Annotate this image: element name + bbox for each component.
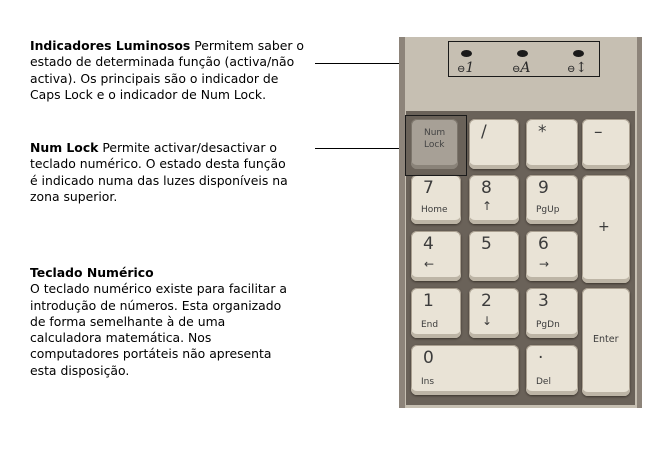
key-5[interactable] — [469, 231, 519, 281]
key-label: 8 — [481, 178, 492, 198]
key-7-home[interactable] — [411, 175, 461, 224]
num-lock-indicator-label: ⊖1 — [457, 60, 475, 76]
multiply-key[interactable] — [526, 119, 578, 169]
key-label: 0 — [423, 348, 434, 368]
indicator-lights-highlight — [448, 41, 600, 77]
arrow-right-icon: → — [539, 257, 550, 271]
key-label: Num — [424, 128, 446, 138]
key-label: Enter — [593, 334, 619, 345]
divide-key[interactable] — [469, 119, 519, 169]
key-label: + — [598, 219, 610, 235]
scroll-lock-indicator-label: ⊖↕ — [567, 60, 588, 76]
teclado-numerico-description — [30, 265, 305, 379]
key-decimal-del[interactable] — [526, 345, 578, 395]
subtract-key[interactable] — [582, 119, 630, 169]
key-label: 7 — [423, 178, 434, 198]
section-body-line: é indicado numa das luzes disponíveis na — [30, 172, 288, 188]
section-body: Permite activar/desactivar o — [102, 140, 277, 155]
key-sublabel: PgUp — [536, 205, 560, 215]
key-label: . — [538, 343, 544, 363]
section-body-line: computadores portáteis não apresenta — [30, 346, 272, 362]
section-body-line: teclado numérico. O estado desta função — [30, 156, 286, 172]
arrow-left-icon: ← — [424, 257, 435, 271]
key-label: – — [594, 122, 603, 142]
key-6-right[interactable] — [526, 231, 578, 281]
section-body-line: Caps Lock e o indicador de Num Lock. — [30, 86, 267, 102]
section-title: Teclado Numérico — [30, 265, 154, 280]
key-3-pgdn[interactable] — [526, 288, 578, 338]
section-body-line: calculadora matemática. Nos — [30, 330, 212, 346]
key-label: 1 — [423, 291, 434, 311]
key-label: 4 — [423, 234, 434, 254]
section-body-line: estado de determinada função (activa/não — [30, 54, 295, 70]
indicadores-luminosos-description — [30, 38, 305, 103]
key-9-pgup[interactable] — [526, 175, 578, 224]
add-key[interactable] — [582, 175, 630, 283]
scroll-lock-led-icon — [573, 50, 584, 57]
key-2-down[interactable] — [469, 288, 519, 338]
key-sublabel: Home — [421, 205, 448, 215]
section-title: Num Lock — [30, 140, 99, 155]
arrow-down-icon: ↓ — [482, 314, 493, 328]
key-0-ins[interactable] — [411, 345, 519, 395]
key-8-up[interactable] — [469, 175, 519, 224]
section-body-line: O teclado numérico existe para facilitar a — [30, 281, 287, 297]
key-label: / — [481, 122, 487, 142]
key-sublabel: Ins — [421, 377, 435, 387]
key-label: Lock — [424, 140, 445, 150]
section-body-line: introdução de números. Esta organizado — [30, 297, 282, 313]
section-body-line: de forma semelhante à de uma — [30, 313, 226, 329]
enter-key[interactable] — [582, 288, 630, 396]
section-body-line: esta disposição. — [30, 362, 130, 378]
key-1-end[interactable] — [411, 288, 461, 338]
num-lock-description — [30, 140, 305, 205]
key-label: 5 — [481, 234, 492, 254]
caps-lock-indicator-label: ⊖A — [512, 60, 531, 76]
section-title: Indicadores Luminosos — [30, 38, 191, 53]
key-sublabel: Del — [536, 377, 551, 387]
numeric-keypad-photo — [399, 37, 642, 408]
num-lock-highlight — [405, 115, 467, 176]
numlock-leader-line — [315, 148, 404, 149]
key-label: 9 — [538, 178, 549, 198]
key-sublabel: PgDn — [536, 320, 560, 330]
caps-lock-led-icon — [517, 50, 528, 57]
key-label: 3 — [538, 291, 549, 311]
key-sublabel: End — [421, 320, 439, 330]
key-label: * — [538, 122, 547, 142]
key-label: 2 — [481, 291, 492, 311]
section-body-line: activa). Os principais são o indicador de — [30, 70, 279, 86]
arrow-up-icon: ↑ — [482, 199, 493, 213]
key-label: 6 — [538, 234, 549, 254]
key-4-left[interactable] — [411, 231, 461, 281]
section-body-line: zona superior. — [30, 188, 118, 204]
section-body: Permitem saber o — [194, 38, 304, 53]
num-lock-led-icon — [461, 50, 472, 57]
